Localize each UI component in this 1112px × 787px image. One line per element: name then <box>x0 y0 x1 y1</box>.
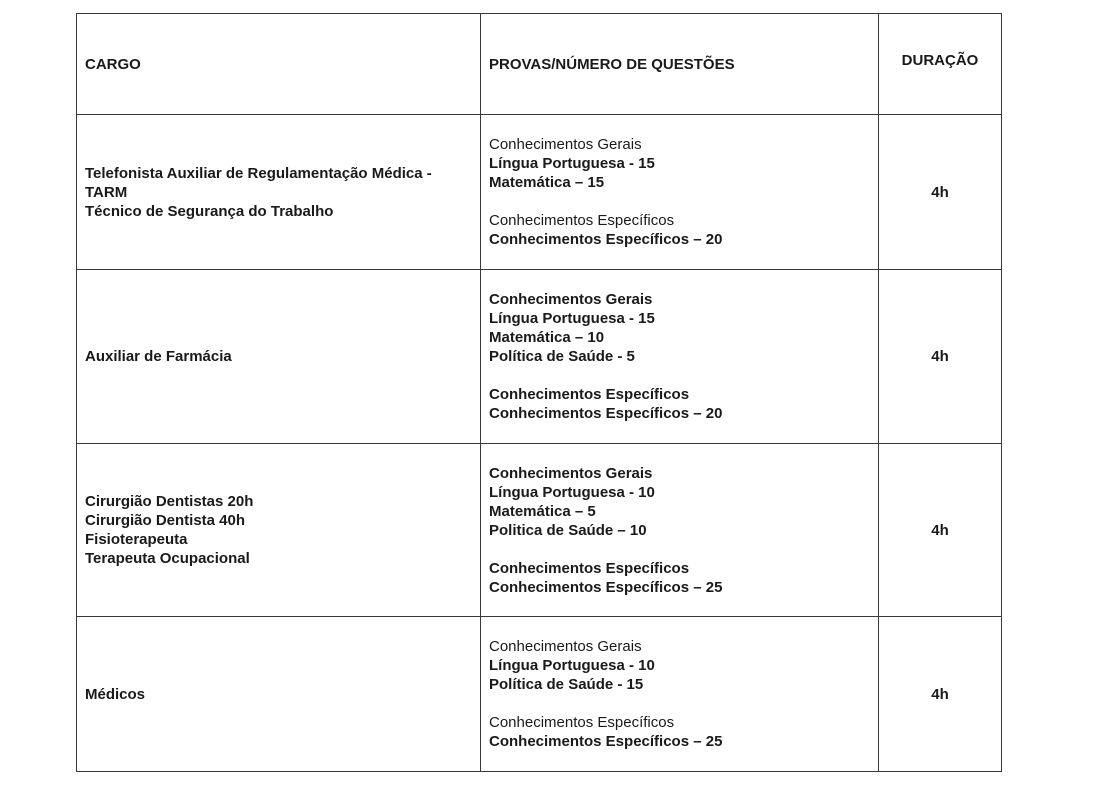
gerais-title: Conhecimentos Gerais <box>489 638 642 655</box>
gerais-title: Conhecimentos Gerais <box>489 291 653 308</box>
spacer <box>489 192 870 211</box>
duracao-value: 4h <box>931 521 949 539</box>
spacer <box>489 366 870 385</box>
header-provas-label: PROVAS/NÚMERO DE QUESTÕES <box>489 55 735 73</box>
spacer <box>489 540 870 559</box>
table-row <box>77 115 1002 270</box>
cargo-line: Médicos <box>85 685 146 703</box>
cargo-line: Cirurgião Dentistas 20h <box>85 493 254 510</box>
gerais-item: Política de Saúde - 5 <box>489 348 635 365</box>
duracao-cell <box>879 617 1002 772</box>
gerais-item: Politica de Saúde – 10 <box>489 521 647 539</box>
cargo-line: Terapeuta Ocupacional <box>85 550 250 567</box>
header-duracao-label: DURAÇÃO <box>901 51 979 69</box>
cargo-line: TARM <box>85 183 128 201</box>
provas-cell <box>481 270 879 444</box>
especificos-item: Conhecimentos Específicos – 25 <box>489 733 723 750</box>
gerais-item: Língua Portuguesa - 15 <box>489 155 655 172</box>
especificos-title: Conhecimentos Específicos <box>489 559 690 577</box>
cargo-cell <box>77 617 481 772</box>
gerais-item: Língua Portuguesa - 10 <box>489 483 655 501</box>
gerais-item: Matemática – 10 <box>489 329 605 346</box>
table-row <box>77 617 1002 772</box>
especificos-item: Conhecimentos Específicos – 20 <box>489 405 723 422</box>
exam-table <box>76 13 1002 772</box>
provas-cell <box>481 115 879 270</box>
especificos-item: Conhecimentos Específicos – 25 <box>489 578 723 596</box>
duracao-value: 4h <box>931 685 949 703</box>
duracao-cell <box>879 115 1002 270</box>
gerais-item: Língua Portuguesa - 10 <box>489 657 655 674</box>
especificos-title: Conhecimentos Específicos <box>489 386 690 403</box>
cargo-cell <box>77 115 481 270</box>
provas-cell <box>481 444 879 617</box>
especificos-title: Conhecimentos Específicos <box>489 714 675 731</box>
gerais-item: Língua Portuguesa - 15 <box>489 310 655 327</box>
gerais-title: Conhecimentos Gerais <box>489 464 653 482</box>
header-provas <box>481 14 879 115</box>
especificos-title: Conhecimentos Específicos <box>489 212 675 229</box>
cargo-line: Técnico de Segurança do Trabalho <box>85 202 334 220</box>
header-cargo-label: CARGO <box>85 55 141 73</box>
cargo-line: Cirurgião Dentista 40h <box>85 512 246 529</box>
gerais-item: Matemática – 15 <box>489 174 605 191</box>
table-row <box>77 444 1002 617</box>
duracao-cell <box>879 270 1002 444</box>
gerais-item: Política de Saúde - 15 <box>489 676 644 693</box>
cargo-line: Auxiliar de Farmácia <box>85 348 232 365</box>
duracao-value: 4h <box>931 183 949 201</box>
gerais-item: Matemática – 5 <box>489 502 596 520</box>
cargo-line: Telefonista Auxiliar de Regulamentação Médica - <box>85 164 432 182</box>
especificos-item: Conhecimentos Específicos – 20 <box>489 231 723 248</box>
cargo-cell <box>77 444 481 617</box>
cargo-line: Fisioterapeuta <box>85 531 188 548</box>
table-header-row <box>77 14 1002 115</box>
provas-cell <box>481 617 879 772</box>
header-cargo <box>77 14 481 115</box>
gerais-title: Conhecimentos Gerais <box>489 136 642 153</box>
spacer <box>489 694 870 713</box>
header-duracao <box>879 14 1002 115</box>
duracao-value: 4h <box>931 348 949 365</box>
cargo-cell <box>77 270 481 444</box>
duracao-cell <box>879 444 1002 617</box>
table-row <box>77 270 1002 444</box>
